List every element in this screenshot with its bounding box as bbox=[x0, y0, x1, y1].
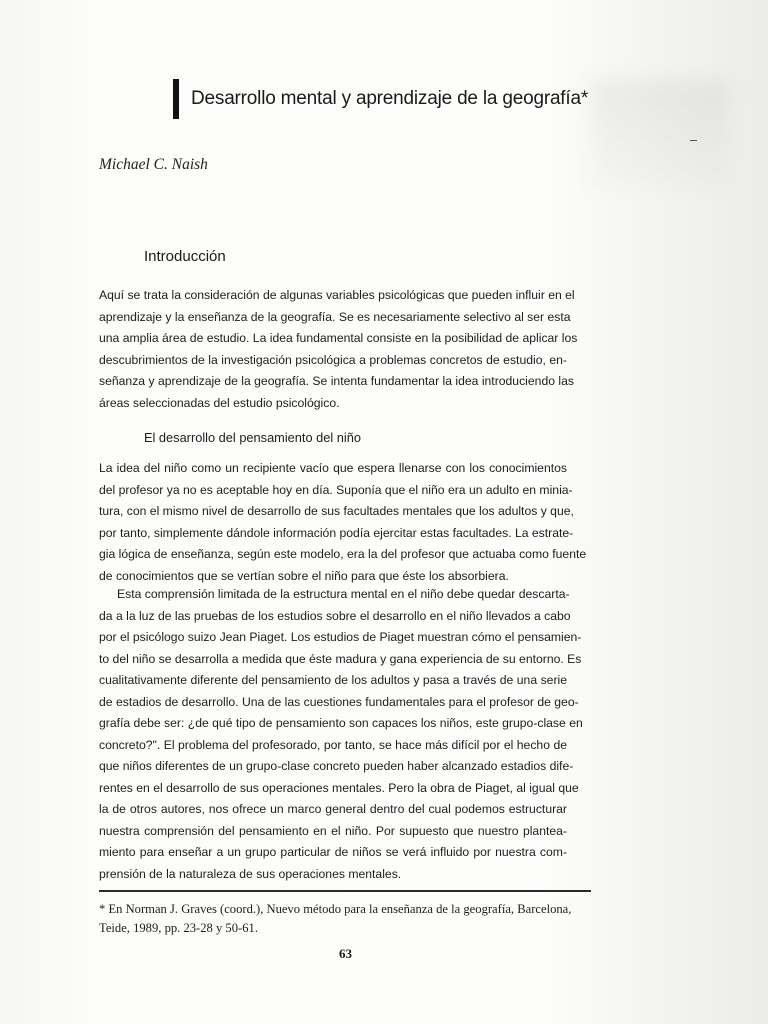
author-name: Michael C. Naish bbox=[99, 156, 208, 173]
page-title: Desarrollo mental y aprendizaje de la geografía* bbox=[191, 88, 589, 109]
text-line: áreas seleccionadas del estudio psicológico. bbox=[99, 395, 340, 410]
title-bar-mark bbox=[173, 79, 179, 119]
text-line: La idea del niño como un recipiente vacío que espera llenarse con los conocimientos bbox=[99, 461, 567, 475]
text-line: to del niño se desarrolla a medida que éste madura y gana experiencia de su entorno. Es bbox=[99, 651, 582, 666]
footnote-line: * En Norman J. Graves (coord.), Nuevo método para la enseñanza de la geografía, Barcelona, bbox=[99, 902, 572, 916]
text-line: rentes en el desarrollo de sus operaciones mentales. Pero la obra de Piaget, al igual que bbox=[99, 780, 579, 795]
body-paragraph-1 bbox=[99, 458, 587, 587]
body-paragraph-2 bbox=[99, 584, 583, 885]
bleed-through-shadow bbox=[590, 80, 730, 190]
section-heading-introduccion: Introducción bbox=[144, 248, 226, 265]
scan-mark bbox=[690, 140, 697, 141]
footnote-divider bbox=[99, 890, 591, 892]
text-line: da a la luz de las pruebas de los estudios sobre el desarrollo en el niño llevados a cabo bbox=[99, 608, 571, 623]
text-line: Aquí se trata la consideración de algunas variables psicológicas que pueden influir en el bbox=[99, 288, 575, 302]
text-line: grafía debe ser: ¿de qué tipo de pensamiento son capaces los niños, este grupo-clase en bbox=[99, 716, 583, 730]
intro-paragraph bbox=[99, 285, 578, 414]
footnote bbox=[99, 900, 579, 938]
page-number: 63 bbox=[339, 946, 352, 961]
text-line: concreto?". El problema del profesorado, por tanto, se hace más difícil por el hecho de bbox=[99, 737, 567, 752]
footnote-line: Teide, 1989, pp. 23-28 y 50-61. bbox=[99, 921, 258, 935]
text-line: prensión de la naturaleza de sus operaciones mentales. bbox=[99, 866, 402, 881]
text-line: Esta comprensión limitada de la estructura mental en el niño debe quedar descarta- bbox=[117, 587, 570, 601]
text-line: aprendizaje y la enseñanza de la geografía. Se es necesariamente selectivo al ser esta bbox=[99, 309, 571, 324]
text-line: que niños diferentes de un grupo-clase concreto pueden haber alcanzado estadios dife- bbox=[99, 759, 574, 773]
subsection-heading: El desarrollo del pensamiento del niño bbox=[144, 430, 361, 445]
text-line: de estadios de desarrollo. Una de las cuestiones fundamentales para el profesor de geo- bbox=[99, 694, 579, 709]
text-line: gia lógica de enseñanza, según este modelo, era la del profesor que actuaba como fuente bbox=[99, 547, 587, 561]
text-line: descubrimientos de la investigación psicológica a problemas concretos de estudio, en- bbox=[99, 352, 567, 367]
text-line: nuestra comprensión del pensamiento en el niño. Por supuesto que nuestro plantea- bbox=[99, 823, 567, 838]
text-line: cualitativamente diferente del pensamiento de los adultos y pasa a través de una serie bbox=[99, 673, 567, 687]
text-line: por tanto, simplemente dándole información podía ejercitar estas facultades. La estrate- bbox=[99, 525, 574, 540]
text-line: de conocimientos que se vertían sobre el niño para que éste los absorbiera. bbox=[99, 568, 509, 583]
text-line: por el psicólogo suizo Jean Piaget. Los estudios de Piaget muestran cómo el pensamien- bbox=[99, 630, 582, 644]
text-line: una amplia área de estudio. La idea fundamental consiste en la posibilidad de aplicar los bbox=[99, 331, 578, 345]
text-line: del profesor ya no es aceptable hoy en día. Suponía que el niño era un adulto en minia- bbox=[99, 482, 573, 497]
text-line: tura, con el mismo nivel de desarrollo de sus facultades mentales que los adultos y que, bbox=[99, 504, 574, 518]
text-line: señanza y aprendizaje de la geografía. Se intenta fundamentar la idea introduciendo las bbox=[99, 374, 574, 388]
text-line: la de otros autores, nos ofrece un marco general dentro del cual podemos estructurar bbox=[99, 802, 567, 816]
text-line: miento para enseñar a un grupo particular de niños se verá influido por nuestra com- bbox=[99, 845, 567, 859]
